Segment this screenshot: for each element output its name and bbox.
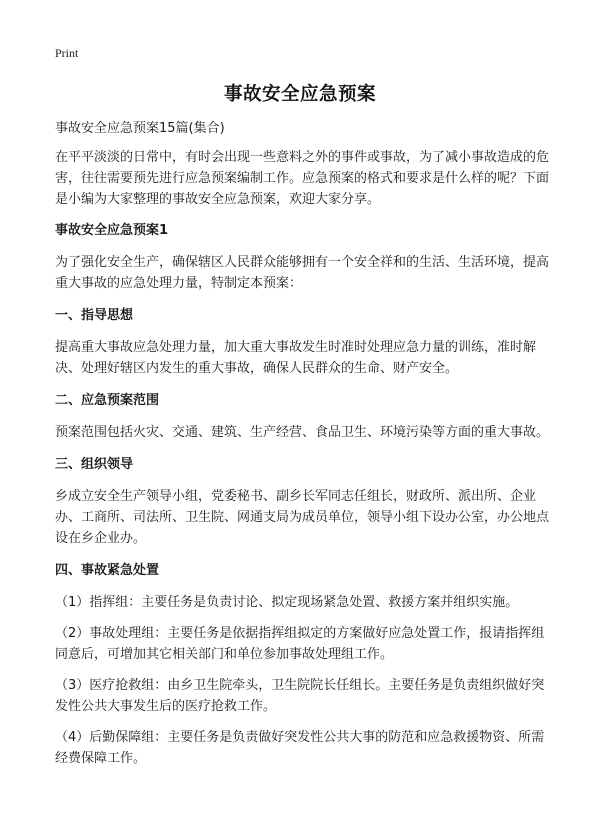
- section-heading: 四、事故紧急处置: [55, 563, 160, 578]
- section-heading: 二、应急预案范围: [55, 393, 160, 408]
- list-item: （4）后勤保障组：主要任务是负责做好突发性公共大事的防范和应急救援物资、所需经费保障工作。: [55, 730, 545, 766]
- section-heading: 事故安全应急预案1: [55, 223, 169, 238]
- section-body: 提高重大事故应急处理力量，加大重大事故发生时准时处理应急力量的训练，准时解决、处理好辖区内发生的重大事故，确保人民群众的生命、财产安全。: [55, 340, 537, 376]
- list-item: （1）指挥组：主要任务是负责讨论、拟定现场紧急处置、救援方案并组织实施。: [55, 595, 519, 610]
- section-heading: 三、组织领导: [55, 457, 134, 472]
- section-body: 预案范围包括火灾、交通、建筑、生产经营、食品卫生、环境污染等方面的重大事故。: [55, 425, 550, 440]
- section-body: 为了强化安全生产，确保辖区人民群众能够拥有一个安全祥和的生活、生活环境，提高重大事故的应急处理力量，特制定本预案：: [55, 255, 550, 291]
- section-heading: 一、指导思想: [55, 308, 134, 323]
- list-item: （2）事故处理组：主要任务是依据指挥组拟定的方案做好应急处置工作，报请指挥组同意后，可增加其它相关部门和单位参加事故处理组工作。: [55, 626, 545, 662]
- section-body: 乡成立安全生产领导小组，党委秘书、副乡长军同志任组长，财政所、派出所、企业办、工商所、司法所、卫生院、网通支局为成员单位，领导小组下设办公室，办公地点设在乡企业办。: [55, 489, 550, 546]
- document-subtitle: 事故安全应急预案15篇(集合): [55, 121, 225, 136]
- intro-paragraph: 在平平淡淡的日常中，有时会出现一些意料之外的事件或事故，为了减小事故造成的危害，往往需要预先进行应急预案编制工作。应急预案的格式和要求是什么样的呢？下面是小编为大家整理的事故安全应急预案，欢迎大家分享。: [55, 150, 550, 207]
- print-link[interactable]: Print: [55, 46, 79, 60]
- document-body: [55, 118, 556, 779]
- page-title: 事故安全应急预案: [223, 84, 376, 105]
- list-item: （3）医疗抢救组：由乡卫生院牵头，卫生院院长任组长。主要任务是负责组织做好突发性公共大事发生后的医疗抢救工作。: [55, 678, 545, 714]
